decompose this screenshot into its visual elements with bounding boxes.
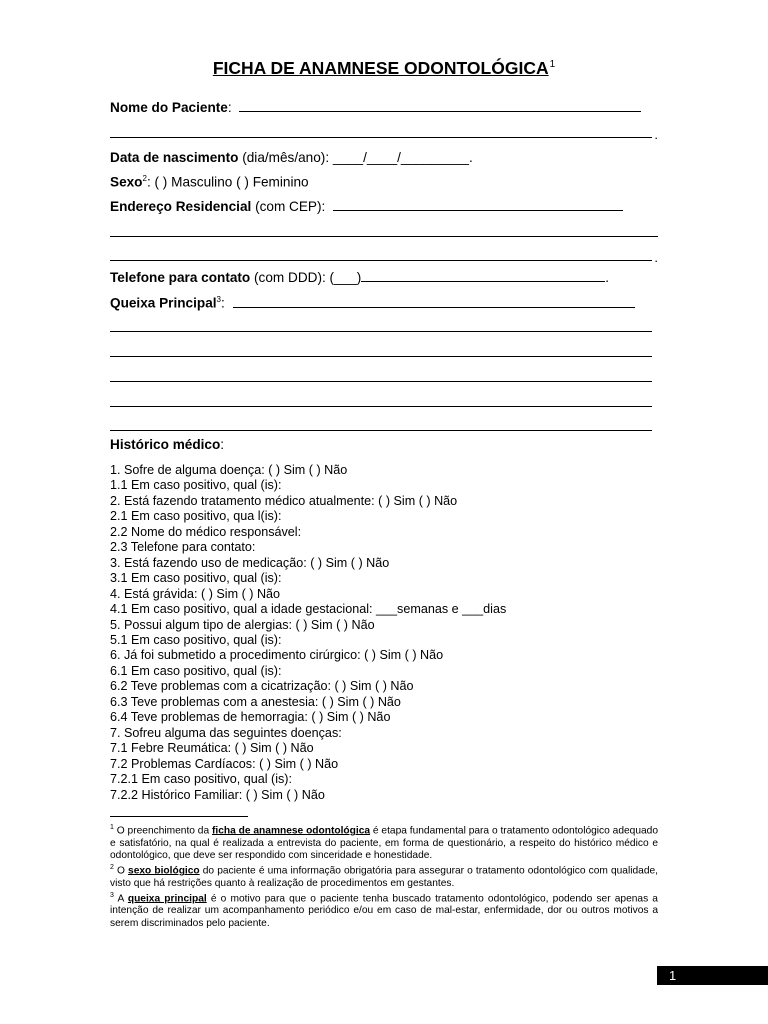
list-item[interactable]: 1.1 Em caso positivo, qual (is):	[110, 478, 282, 493]
complaint-blank-line[interactable]	[110, 419, 658, 431]
complaint-blank-line[interactable]	[110, 395, 658, 407]
list-item[interactable]: 4.1 Em caso positivo, qual a idade gestacional: ___semanas e ___dias	[110, 602, 507, 617]
phone-blank[interactable]	[361, 270, 605, 282]
list-item[interactable]: 5.1 Em caso positivo, qual (is):	[110, 632, 282, 647]
footnote-ref: 2	[142, 174, 147, 183]
complaint-blank-line[interactable]	[110, 345, 658, 357]
footnote-3: $^3$ A queixa principal é o motivo para que o paciente tenha buscado tratamento odontológico, podendo ser apenas a intenção de realizar um acompanhamento periódico e/ou em caso de mal-estar, enfermidade, dor ou outros motivos a serem discriminados pelo paciente.	[110, 891, 658, 929]
list-item[interactable]: 6. Já foi submetido a procedimento cirúrgico: ( ) Sim ( ) Não	[110, 648, 444, 663]
address-field[interactable]	[110, 199, 658, 214]
list-item[interactable]: 5. Possui algum tipo de alergias: ( ) Sim ( ) Não	[110, 617, 375, 632]
form-title-text: FICHA DE ANAMNESE ODONTOLÓGICA	[212, 58, 549, 78]
page-number: 1	[657, 966, 768, 985]
list-item[interactable]: 2.1 Em caso positivo, qua l(is):	[110, 509, 282, 524]
list-item[interactable]: 2.2 Nome do médico responsável:	[110, 524, 302, 539]
complaint-blank-line[interactable]	[110, 370, 658, 382]
medical-history-heading: Histórico médico:	[110, 437, 225, 452]
footnotes	[110, 822, 658, 930]
list-item[interactable]: 7.2 Problemas Cardíacos: ( ) Sim ( ) Não	[110, 756, 339, 771]
phone-field[interactable]: Telefone para contato (com DDD): (___) .	[110, 270, 610, 285]
footnote-separator	[110, 816, 248, 817]
birth-date-field[interactable]	[110, 150, 658, 165]
birth-date-label: Data de nascimento	[110, 150, 239, 165]
address-label: Endereço Residencial	[110, 199, 252, 214]
list-item[interactable]: 3.1 Em caso positivo, qual (is):	[110, 571, 282, 586]
list-item[interactable]: 6.4 Teve problemas de hemorragia: ( ) Sim ( ) Não	[110, 710, 391, 725]
list-item[interactable]: 6.1 Em caso positivo, qual (is):	[110, 663, 282, 678]
list-item[interactable]: 6.3 Teve problemas com a anestesia: ( ) Sim ( ) Não	[110, 694, 401, 709]
complaint-blank-line[interactable]	[110, 320, 658, 332]
list-item[interactable]: 7. Sofreu alguma das seguintes doenças:	[110, 725, 342, 740]
list-item[interactable]: 2.3 Telefone para contato:	[110, 540, 256, 555]
phone-label: Telefone para contato	[110, 270, 251, 285]
address-blank-line[interactable]: .	[110, 249, 658, 261]
medical-history-list	[110, 463, 658, 803]
phone-hint: (com DDD): (___)	[254, 270, 362, 285]
patient-name-field[interactable]: Nome do Paciente:	[110, 100, 658, 115]
list-item[interactable]: 3. Está fazendo uso de medicação: ( ) Sim ( ) Não	[110, 555, 390, 570]
list-item[interactable]: 2. Está fazendo tratamento médico atualmente: ( ) Sim ( ) Não	[110, 493, 458, 508]
sex-label: Sexo	[110, 174, 143, 190]
sex-options[interactable]: : ( ) Masculino ( ) Feminino	[146, 174, 309, 190]
list-item[interactable]: 4. Está grávida: ( ) Sim ( ) Não	[110, 586, 281, 601]
footnote-ref: 1	[549, 59, 556, 71]
list-item[interactable]: 7.1 Febre Reumática: ( ) Sim ( ) Não	[110, 741, 314, 756]
complaint-label: Queixa Principal	[110, 295, 217, 311]
form-title	[110, 58, 658, 79]
complaint-blank[interactable]	[233, 296, 635, 308]
list-item[interactable]: 7.2.1 Em caso positivo, qual (is):	[110, 772, 292, 787]
footnote-2: $^2$ O sexo biológico do paciente é uma informação obrigatória para assegurar o tratamento odontológico com qualidade, visto que há restrições quanto à realização de procedimentos em gestantes.	[110, 864, 658, 889]
patient-name-blank[interactable]	[239, 100, 641, 112]
footnote-ref: 3	[216, 295, 221, 304]
address-hint: (com CEP):	[255, 199, 326, 214]
patient-name-label: Nome do Paciente	[110, 100, 228, 115]
list-item[interactable]: 1. Sofre de alguma doença: ( ) Sim ( ) Não	[110, 463, 348, 477]
list-item[interactable]: 7.2.2 Histórico Familiar: ( ) Sim ( ) Não	[110, 787, 325, 802]
complaint-field[interactable]: Queixa Principal$^3$:	[110, 295, 658, 311]
birth-date-hint: (dia/mês/ano): ____/____/_________.	[242, 150, 473, 165]
address-blank[interactable]	[333, 199, 623, 211]
footnote-1: $^1$ O preenchimento da ficha de anamnese odontológica é etapa fundamental para o tratamento odontológico adequado e satisfatório, na qual é realizada a entrevista do paciente, em forma de questionário, a respeito do histórico médico e odontológico, que deve ser respondido com sinceridade e honestidade.	[110, 824, 658, 861]
list-item[interactable]: 6.2 Teve problemas com a cicatrização: ( ) Sim ( ) Não	[110, 679, 414, 694]
address-blank-line[interactable]	[110, 225, 658, 237]
patient-name-blank-line[interactable]: .	[110, 126, 658, 138]
sex-field[interactable]	[110, 174, 658, 190]
